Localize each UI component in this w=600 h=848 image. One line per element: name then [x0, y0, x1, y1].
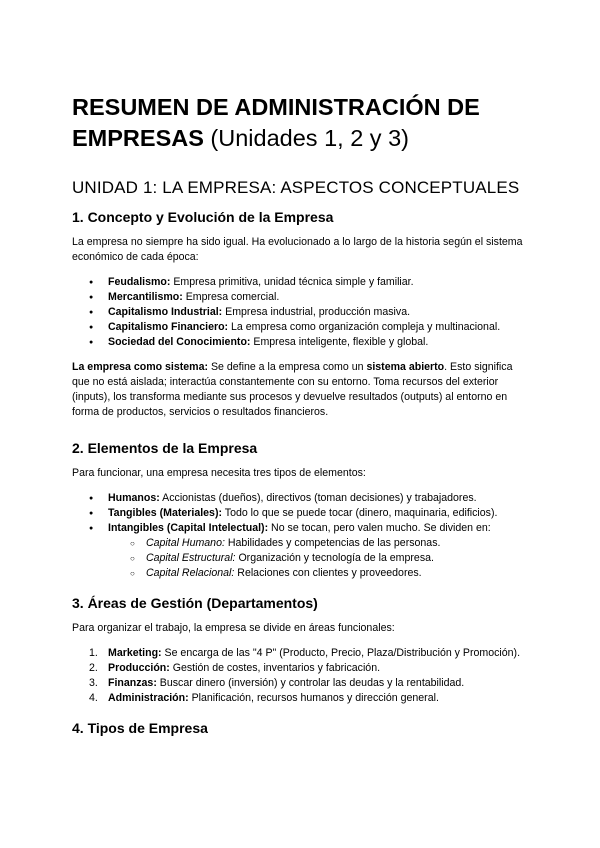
system-text-b: . Esto significa que no está aislada; interactúa constantemente con su entorno. Toma recursos del exterior (inputs), los transforma mediante sus procesos y devuelve resultados (outputs) al entorno en forma de productos, servicios o resultados financieros. — [72, 361, 513, 418]
document-content — [72, 92, 532, 738]
section-heading-2: 2. Elementos de la Empresa — [72, 440, 258, 456]
subitem-label: Capital Estructural: — [146, 552, 236, 564]
item-text: Gestión de costes, inventarios y fabricación. — [169, 662, 381, 674]
section-heading-4: 4. Tipos de Empresa — [72, 720, 208, 736]
item-number: 2. — [89, 662, 98, 674]
item-label: Tangibles (Materiales): — [108, 507, 223, 519]
item-label: Mercantilismo: — [108, 291, 183, 303]
item-label: Marketing: — [108, 647, 162, 659]
item-label: Feudalismo: — [108, 276, 171, 288]
list-item — [72, 320, 532, 335]
intangibles-sublist — [108, 536, 532, 581]
system-bold: sistema abierto — [366, 361, 445, 373]
item-number: 1. — [89, 647, 98, 659]
item-text: Se encarga de las "4 P" (Producto, Precio, Plaza/Distribución y Promoción). — [161, 647, 521, 659]
section-heading-3: 3. Áreas de Gestión (Departamentos) — [72, 595, 318, 611]
list-item — [72, 305, 532, 320]
subitem-text: Habilidades y competencias de las personas. — [224, 537, 441, 549]
subitem-text: Organización y tecnología de la empresa. — [235, 552, 434, 564]
list-item — [72, 335, 532, 350]
item-label: Capitalismo Industrial: — [108, 306, 223, 318]
item-label: Finanzas: — [108, 677, 157, 689]
list-item — [72, 646, 532, 661]
section-3-intro: Para organizar el trabajo, la empresa se divide en áreas funcionales: — [72, 622, 395, 634]
areas-list — [72, 646, 532, 706]
list-item — [72, 491, 532, 506]
section-heading-1: 1. Concepto y Evolución de la Empresa — [72, 209, 334, 225]
item-label: Humanos: — [108, 492, 160, 504]
subitem-text: Relaciones con clientes y proveedores. — [234, 567, 422, 579]
list-item — [72, 691, 532, 706]
title-subtitle: (Unidades 1, 2 y 3) — [203, 125, 409, 151]
item-text: Empresa comercial. — [182, 291, 280, 303]
item-label: Producción: — [108, 662, 170, 674]
item-number: 3. — [89, 677, 98, 689]
title-main: RESUMEN DE ADMINISTRACIÓN DE EMPRESAS — [72, 94, 480, 151]
item-text: Empresa primitiva, unidad técnica simple y familiar. — [170, 276, 414, 288]
subitem-label: Capital Humano: — [146, 537, 225, 549]
item-text: Accionistas (dueños), directivos (toman decisiones) y trabajadores. — [159, 492, 477, 504]
item-text: No se tocan, pero valen mucho. Se dividen en: — [268, 522, 491, 534]
item-text: Empresa industrial, producción masiva. — [222, 306, 411, 318]
list-item — [72, 661, 532, 676]
elements-list — [72, 491, 532, 581]
section-2-intro: Para funcionar, una empresa necesita tres tipos de elementos: — [72, 467, 366, 479]
subitem-label: Capital Relacional: — [146, 567, 235, 579]
sublist-item — [108, 536, 532, 551]
system-label: La empresa como sistema: — [72, 361, 209, 373]
list-item — [72, 290, 532, 305]
item-text: Planificación, recursos humanos y dirección general. — [188, 692, 439, 704]
list-item — [72, 506, 532, 521]
item-text: Empresa inteligente, flexible y global. — [250, 336, 429, 348]
item-text: Buscar dinero (inversión) y controlar las deudas y la rentabilidad. — [156, 677, 465, 689]
system-paragraph — [72, 360, 532, 420]
list-item — [72, 275, 532, 290]
item-number: 4. — [89, 692, 98, 704]
item-label: Intangibles (Capital Intelectual): — [108, 522, 269, 534]
item-text: Todo lo que se puede tocar (dinero, maquinaria, edificios). — [222, 507, 498, 519]
document-title — [72, 92, 532, 154]
system-text-a: Se define a la empresa como un — [208, 361, 367, 373]
section-1-intro: La empresa no siempre ha sido igual. Ha evolucionado a lo largo de la historia según el sistema económico de cada época: — [72, 236, 523, 263]
item-label: Sociedad del Conocimiento: — [108, 336, 251, 348]
sublist-item — [108, 566, 532, 581]
evolution-list — [72, 275, 532, 350]
item-label: Administración: — [108, 692, 189, 704]
item-text: La empresa como organización compleja y multinacional. — [228, 321, 501, 333]
sublist-item — [108, 551, 532, 566]
item-label: Capitalismo Financiero: — [108, 321, 229, 333]
list-item — [72, 676, 532, 691]
list-item — [72, 521, 532, 581]
unit-heading: UNIDAD 1: LA EMPRESA: ASPECTOS CONCEPTUALES — [72, 178, 520, 197]
